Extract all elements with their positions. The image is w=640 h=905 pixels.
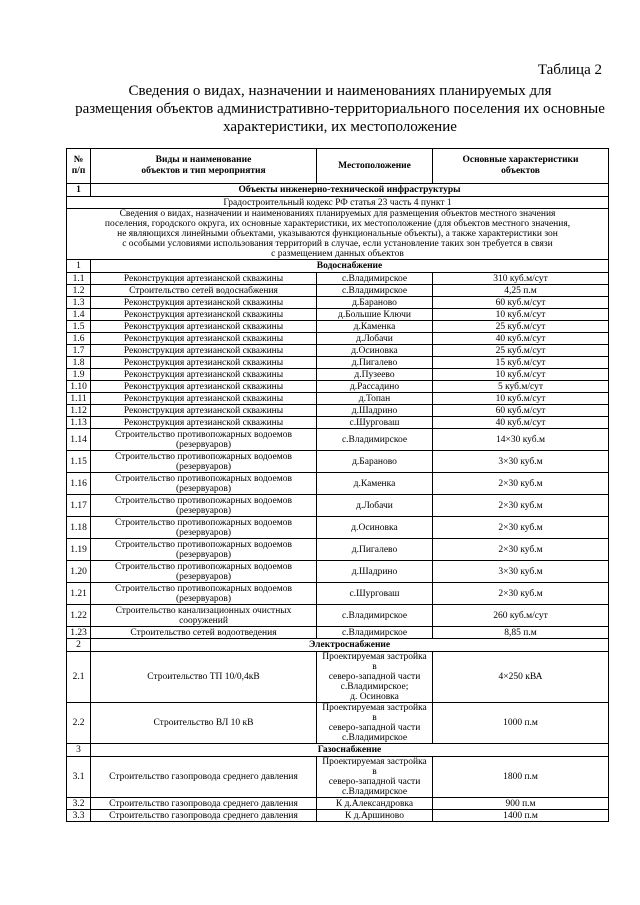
table-cell: Строительство канализационных очистных — [115, 605, 292, 616]
table-cell — [91, 561, 317, 583]
table-cell: 60 куб.м/сут — [433, 297, 609, 309]
table-cell: 1.21 — [67, 583, 91, 605]
table-cell: Реконструкция артезианской скважины — [91, 297, 317, 309]
table-cell: Строительство ТП 10/0,4кВ — [91, 652, 317, 703]
table-cell: 1.1 — [67, 273, 91, 285]
table-header-row — [67, 149, 609, 184]
table-cell: 60 куб.м/сут — [433, 405, 609, 417]
table-cell — [91, 605, 317, 627]
table-cell: Строительство газопровода среднего давления — [91, 810, 317, 822]
table-cell: 1.15 — [67, 451, 91, 473]
table-cell: 2.1 — [67, 652, 91, 703]
table-row — [67, 517, 609, 539]
table-cell — [91, 517, 317, 539]
table-cell: с.Владимирское — [341, 733, 408, 743]
table-cell: д.Большие Ключи — [317, 309, 433, 321]
table-cell: Проектируемая застройка в — [322, 757, 427, 777]
table-cell: сооружений — [179, 615, 228, 626]
table-cell: северо-западной части — [328, 723, 421, 733]
subsection-row — [67, 260, 609, 273]
table-cell — [91, 473, 317, 495]
table-row — [67, 405, 609, 417]
table-cell: Сведения о видах, назначении и наименованиях планируемых для размещения объектов местного значения — [119, 209, 556, 219]
table-cell: с.Владимирское — [317, 605, 433, 627]
table-cell: с.Владимирское — [317, 627, 433, 639]
table-cell: 3.3 — [67, 810, 91, 822]
code-reference-row — [67, 197, 609, 209]
table-cell: п/п — [71, 166, 86, 176]
table-cell: 2×30 куб.м — [433, 473, 609, 495]
table-cell: 2×30 куб.м — [433, 517, 609, 539]
title-line: Сведения о видах, назначении и наименованиях планируемых для — [128, 83, 552, 99]
table-cell: Строительство противопожарных водоемов — [114, 473, 293, 484]
table-row — [67, 627, 609, 639]
table-cell: К д.Аршиново — [317, 810, 433, 822]
table-cell — [91, 495, 317, 517]
table-cell: Реконструкция артезианской скважины — [91, 381, 317, 393]
table-row — [67, 605, 609, 627]
table-cell: 1.8 — [67, 357, 91, 369]
table-cell: с.Владимирское; — [340, 682, 409, 692]
table-row — [67, 798, 609, 810]
table-cell: Строительство газопровода среднего давления — [91, 798, 317, 810]
table-row — [67, 561, 609, 583]
table-cell: 1.17 — [67, 495, 91, 517]
table-cell: 1.16 — [67, 473, 91, 495]
subsection-title: Газоснабжение — [91, 744, 609, 757]
table-cell: 3×30 куб.м — [433, 561, 609, 583]
table-cell: 260 куб.м/сут — [433, 605, 609, 627]
table-cell: 2×30 куб.м — [433, 539, 609, 561]
table-cell — [91, 539, 317, 561]
table-number-label: Таблица 2 — [537, 62, 602, 78]
title-line: размещения объектов административно-территориального поселения их основные — [75, 101, 605, 117]
header-location: Местоположение — [317, 149, 433, 184]
table-cell: д.Осиновка — [317, 517, 433, 539]
table-cell: 1.2 — [67, 285, 91, 297]
subsection-row — [67, 639, 609, 652]
table-cell — [91, 429, 317, 451]
table-cell: 2.2 — [67, 703, 91, 744]
table-cell: Реконструкция артезианской скважины — [91, 309, 317, 321]
table-cell: Строительство противопожарных водоемов — [114, 451, 293, 462]
table-row — [67, 297, 609, 309]
table-cell: 1.3 — [67, 297, 91, 309]
table-row — [67, 429, 609, 451]
table-cell: 4×250 кВА — [433, 652, 609, 703]
table-cell: Основные характеристики — [462, 155, 579, 165]
table-row — [67, 652, 609, 703]
section-title: Объекты инженерно-технической инфраструктуры — [91, 184, 609, 197]
table-row — [67, 309, 609, 321]
table-cell: 3.1 — [67, 757, 91, 798]
section-description — [67, 209, 609, 260]
table-cell: (резервуаров) — [175, 505, 232, 516]
table-cell: № — [73, 155, 84, 165]
table-cell: 1000 п.м — [433, 703, 609, 744]
table-row — [67, 757, 609, 798]
table-row — [67, 321, 609, 333]
table-cell: 1.14 — [67, 429, 91, 451]
table-row — [67, 369, 609, 381]
table-cell: Строительство сетей водоотведения — [91, 627, 317, 639]
table-row — [67, 495, 609, 517]
table-cell: 1.9 — [67, 369, 91, 381]
table-cell: Строительство сетей водоснабжения — [91, 285, 317, 297]
table-row — [67, 285, 609, 297]
table-row — [67, 703, 609, 744]
table-cell: (резервуаров) — [175, 439, 232, 450]
header-number — [67, 149, 91, 184]
table-cell: объектов и тип мероприятия — [141, 166, 266, 176]
table-cell: д.Шадрино — [317, 405, 433, 417]
table-cell: (резервуаров) — [175, 461, 232, 472]
table-cell: д.Пузеево — [317, 369, 433, 381]
table-cell: 1.22 — [67, 605, 91, 627]
table-cell: д.Осиновка — [317, 345, 433, 357]
table-cell: 1.7 — [67, 345, 91, 357]
table-cell: Строительство противопожарных водоемов — [114, 429, 293, 440]
table-cell: северо-западной части — [328, 777, 421, 787]
subsection-title: Водоснабжение — [91, 260, 609, 273]
table-cell: (резервуаров) — [175, 527, 232, 538]
table-cell: с размещением данных объектов — [271, 249, 404, 259]
table-row — [67, 451, 609, 473]
table-cell: поселения, городского округа, их основные характеристики, их местоположение (для объектов местного значения, — [104, 219, 571, 229]
document-title — [60, 82, 620, 136]
table-cell: 2×30 куб.м — [433, 495, 609, 517]
table-cell: 5 куб.м/сут — [433, 381, 609, 393]
table-row — [67, 473, 609, 495]
table-cell: Реконструкция артезианской скважины — [91, 417, 317, 429]
table-cell: 1.23 — [67, 627, 91, 639]
table-cell: 1.13 — [67, 417, 91, 429]
table-row — [67, 393, 609, 405]
table-cell: 1.20 — [67, 561, 91, 583]
table-cell: (резервуаров) — [175, 593, 232, 604]
table-row — [67, 357, 609, 369]
table-cell: д.Пигалево — [317, 539, 433, 561]
title-line: характеристики, их местоположение — [223, 119, 457, 135]
table-cell: 1.18 — [67, 517, 91, 539]
table-cell: д.Каменка — [317, 473, 433, 495]
table-cell: Реконструкция артезианской скважины — [91, 405, 317, 417]
table-cell: Строительство противопожарных водоемов — [114, 561, 293, 572]
table-row — [67, 345, 609, 357]
header-type — [91, 149, 317, 184]
table-cell: Реконструкция артезианской скважины — [91, 273, 317, 285]
table-cell: д.Топан — [317, 393, 433, 405]
subsection-number: 3 — [67, 744, 91, 757]
header-characteristics — [433, 149, 609, 184]
table-cell: с.Шурговаш — [317, 417, 433, 429]
table-cell: 1400 п.м — [433, 810, 609, 822]
table-cell: д.Лобачи — [317, 333, 433, 345]
table-cell — [317, 703, 433, 744]
description-row — [67, 209, 609, 260]
table-cell: 3×30 куб.м — [433, 451, 609, 473]
table-cell: Строительство противопожарных водоемов — [114, 517, 293, 528]
table-cell: Реконструкция артезианской скважины — [91, 333, 317, 345]
subsection-title: Электроснабжение — [91, 639, 609, 652]
table-cell: Строительство противопожарных водоемов — [114, 583, 293, 594]
table-cell: 1.12 — [67, 405, 91, 417]
table-cell: с.Владимирское — [341, 787, 408, 797]
table-cell: 40 куб.м/сут — [433, 417, 609, 429]
table-cell: не являющихся линейными объектами, указываются функциональные объекты), а также характеристики зон — [117, 229, 558, 239]
table-cell: д. Осиновка — [350, 692, 399, 702]
table-cell: 25 куб.м/сут — [433, 321, 609, 333]
table-row — [67, 381, 609, 393]
table-cell: 4,25 п.м — [433, 285, 609, 297]
table-cell: Строительство противопожарных водоемов — [114, 539, 293, 550]
table-cell: 15 куб.м/сут — [433, 357, 609, 369]
table-row — [67, 539, 609, 561]
table-cell: северо-западной части — [328, 672, 421, 682]
table-row — [67, 273, 609, 285]
table-cell: 3.2 — [67, 798, 91, 810]
table-cell: 8,85 п.м — [433, 627, 609, 639]
table-cell: Проектируемая застройка в — [322, 652, 427, 672]
table-cell — [317, 652, 433, 703]
table-cell: К д.Александровка — [317, 798, 433, 810]
table-cell: Проектируемая застройка в — [322, 703, 427, 723]
table-cell: д.Шадрино — [317, 561, 433, 583]
table-cell: Реконструкция артезианской скважины — [91, 369, 317, 381]
table-row — [67, 810, 609, 822]
table-cell — [91, 583, 317, 605]
table-cell: 2×30 куб.м — [433, 583, 609, 605]
table-cell: 25 куб.м/сут — [433, 345, 609, 357]
table-cell: Строительство противопожарных водоемов — [114, 495, 293, 506]
table-cell: 900 п.м — [433, 798, 609, 810]
table-cell: д.Бараново — [317, 451, 433, 473]
table-cell: 40 куб.м/сут — [433, 333, 609, 345]
section-row — [67, 184, 609, 197]
table-cell — [91, 451, 317, 473]
table-cell: Реконструкция артезианской скважины — [91, 321, 317, 333]
table-cell: объектов — [501, 166, 540, 176]
table-cell — [317, 757, 433, 798]
table-cell: д.Каменка — [317, 321, 433, 333]
table-row — [67, 333, 609, 345]
table-cell: д.Лобачи — [317, 495, 433, 517]
table-cell: Строительство ВЛ 10 кВ — [91, 703, 317, 744]
table-cell: Реконструкция артезианской скважины — [91, 357, 317, 369]
table-cell: д.Пигалево — [317, 357, 433, 369]
table-cell: 14×30 куб.м — [433, 429, 609, 451]
table-cell: Реконструкция артезианской скважины — [91, 345, 317, 357]
table-cell: 310 куб.м/сут — [433, 273, 609, 285]
subsection-number: 1 — [67, 260, 91, 273]
subsection-row — [67, 744, 609, 757]
table-cell: 1.10 — [67, 381, 91, 393]
table-cell: Реконструкция артезианской скважины — [91, 393, 317, 405]
table-cell: с.Владимирское — [317, 273, 433, 285]
section-number: 1 — [67, 184, 91, 197]
table-cell: д.Бараново — [317, 297, 433, 309]
table-cell: с особыми условиями использования территорий в случае, если установление таких зон требуется в связи — [122, 239, 553, 249]
table-cell: 1.19 — [67, 539, 91, 561]
table-cell: (резервуаров) — [175, 571, 232, 582]
table-cell: 1.4 — [67, 309, 91, 321]
table-row — [67, 583, 609, 605]
table-cell: Строительство газопровода среднего давления — [91, 757, 317, 798]
table-cell: с.Шурговаш — [317, 583, 433, 605]
table-cell: 1.11 — [67, 393, 91, 405]
table-cell: (резервуаров) — [175, 483, 232, 494]
table-cell: с.Владимирское — [317, 429, 433, 451]
table-cell: 1800 п.м — [433, 757, 609, 798]
objects-table — [66, 148, 609, 822]
subsection-number: 2 — [67, 639, 91, 652]
code-reference: Градостроительный кодекс РФ статья 23 часть 4 пункт 1 — [67, 197, 609, 209]
table-cell: (резервуаров) — [175, 549, 232, 560]
table-cell: 10 куб.м/сут — [433, 309, 609, 321]
table-cell: 10 куб.м/сут — [433, 369, 609, 381]
table-cell: 1.6 — [67, 333, 91, 345]
table-cell: д.Рассадино — [317, 381, 433, 393]
table-cell: Виды и наименование — [155, 155, 252, 165]
table-row — [67, 417, 609, 429]
table-cell: 10 куб.м/сут — [433, 393, 609, 405]
table-cell: 1.5 — [67, 321, 91, 333]
table-cell: с.Владимирское — [317, 285, 433, 297]
